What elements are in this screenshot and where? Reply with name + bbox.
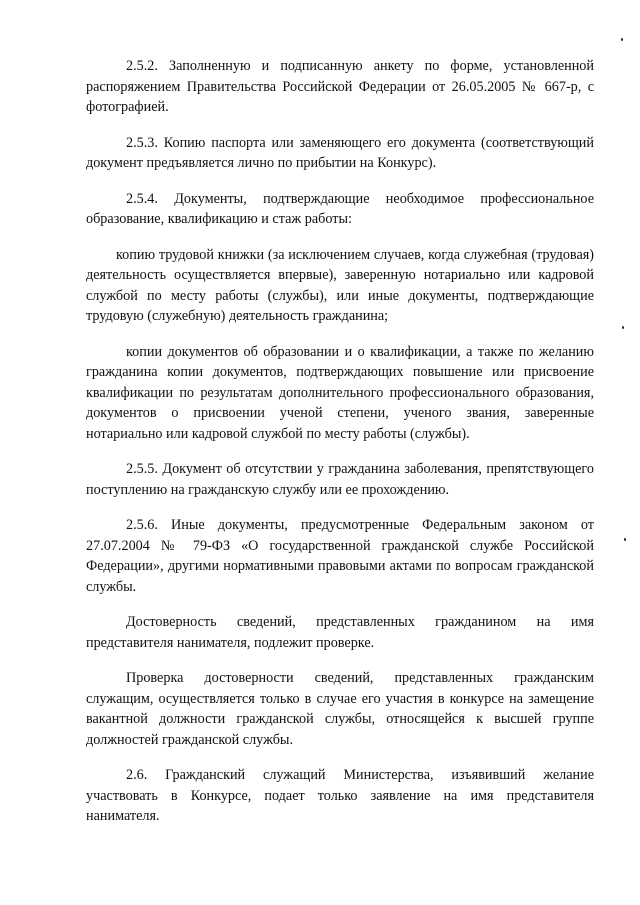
paragraph-verification-scope: Проверка достоверности сведений, представленных гражданским служащим, осуществляется только в случае его участия в конкурсе на замещение вакантной должности гражданской службы, относящейся к высшей группе должностей гражданской службы. [86, 670, 594, 748]
paragraph-2-5-3: 2.5.3. Копию паспорта или заменяющего его документа (соответствующий документ предъявляется лично по прибытии на Конкурс). [86, 134, 594, 171]
paragraph-education-documents: копии документов об образовании и о квалификации, а также по желанию гражданина копии документов, подтверждающих повышение или присвоение квалификации по результатам дополнительного профессионального образования, документов о присвоении ученой степени, ученого звания, заверенные нотариально или кадровой службой по месту работы (службы). [86, 343, 594, 442]
paragraph-2-5-2: 2.5.2. Заполненную и подписанную анкету по форме, установленной распоряжением Правительства Российской Федерации от 26.05.2005 № 667-р, с фотографией. [86, 58, 594, 115]
scan-speck [621, 38, 623, 41]
paragraph-2-6: 2.6. Гражданский служащий Министерства, изъявивший желание участвовать в Конкурсе, подает только заявление на имя представителя нанимателя. [86, 767, 594, 824]
document-body [86, 56, 594, 842]
paragraph-2-5-5: 2.5.5. Документ об отсутствии у гражданина заболевания, препятствующего поступлению на гражданскую службу или ее прохождению. [86, 461, 594, 498]
scan-speck [622, 326, 624, 329]
paragraph-2-5-6: 2.5.6. Иные документы, предусмотренные Федеральным законом от 27.07.2004 № 79-ФЗ «О государственной гражданской службе Российской Федерации», другими нормативными правовыми актами по вопросам гражданской службы. [86, 517, 594, 595]
paragraph-employment-record: копию трудовой книжки (за исключением случаев, когда служебная (трудовая) деятельность осуществляется впервые), заверенную нотариально или кадровой службой по месту работы (службы), или иные документы, подтверждающие трудовую (служебную) деятельность гражданина; [86, 246, 594, 324]
scan-speck [624, 538, 626, 541]
paragraph-2-5-4: 2.5.4. Документы, подтверждающие необходимое профессиональное образование, квалификацию и стаж работы: [86, 190, 594, 227]
paragraph-verification: Достоверность сведений, представленных гражданином на имя представителя нанимателя, подлежит проверке. [86, 614, 594, 651]
